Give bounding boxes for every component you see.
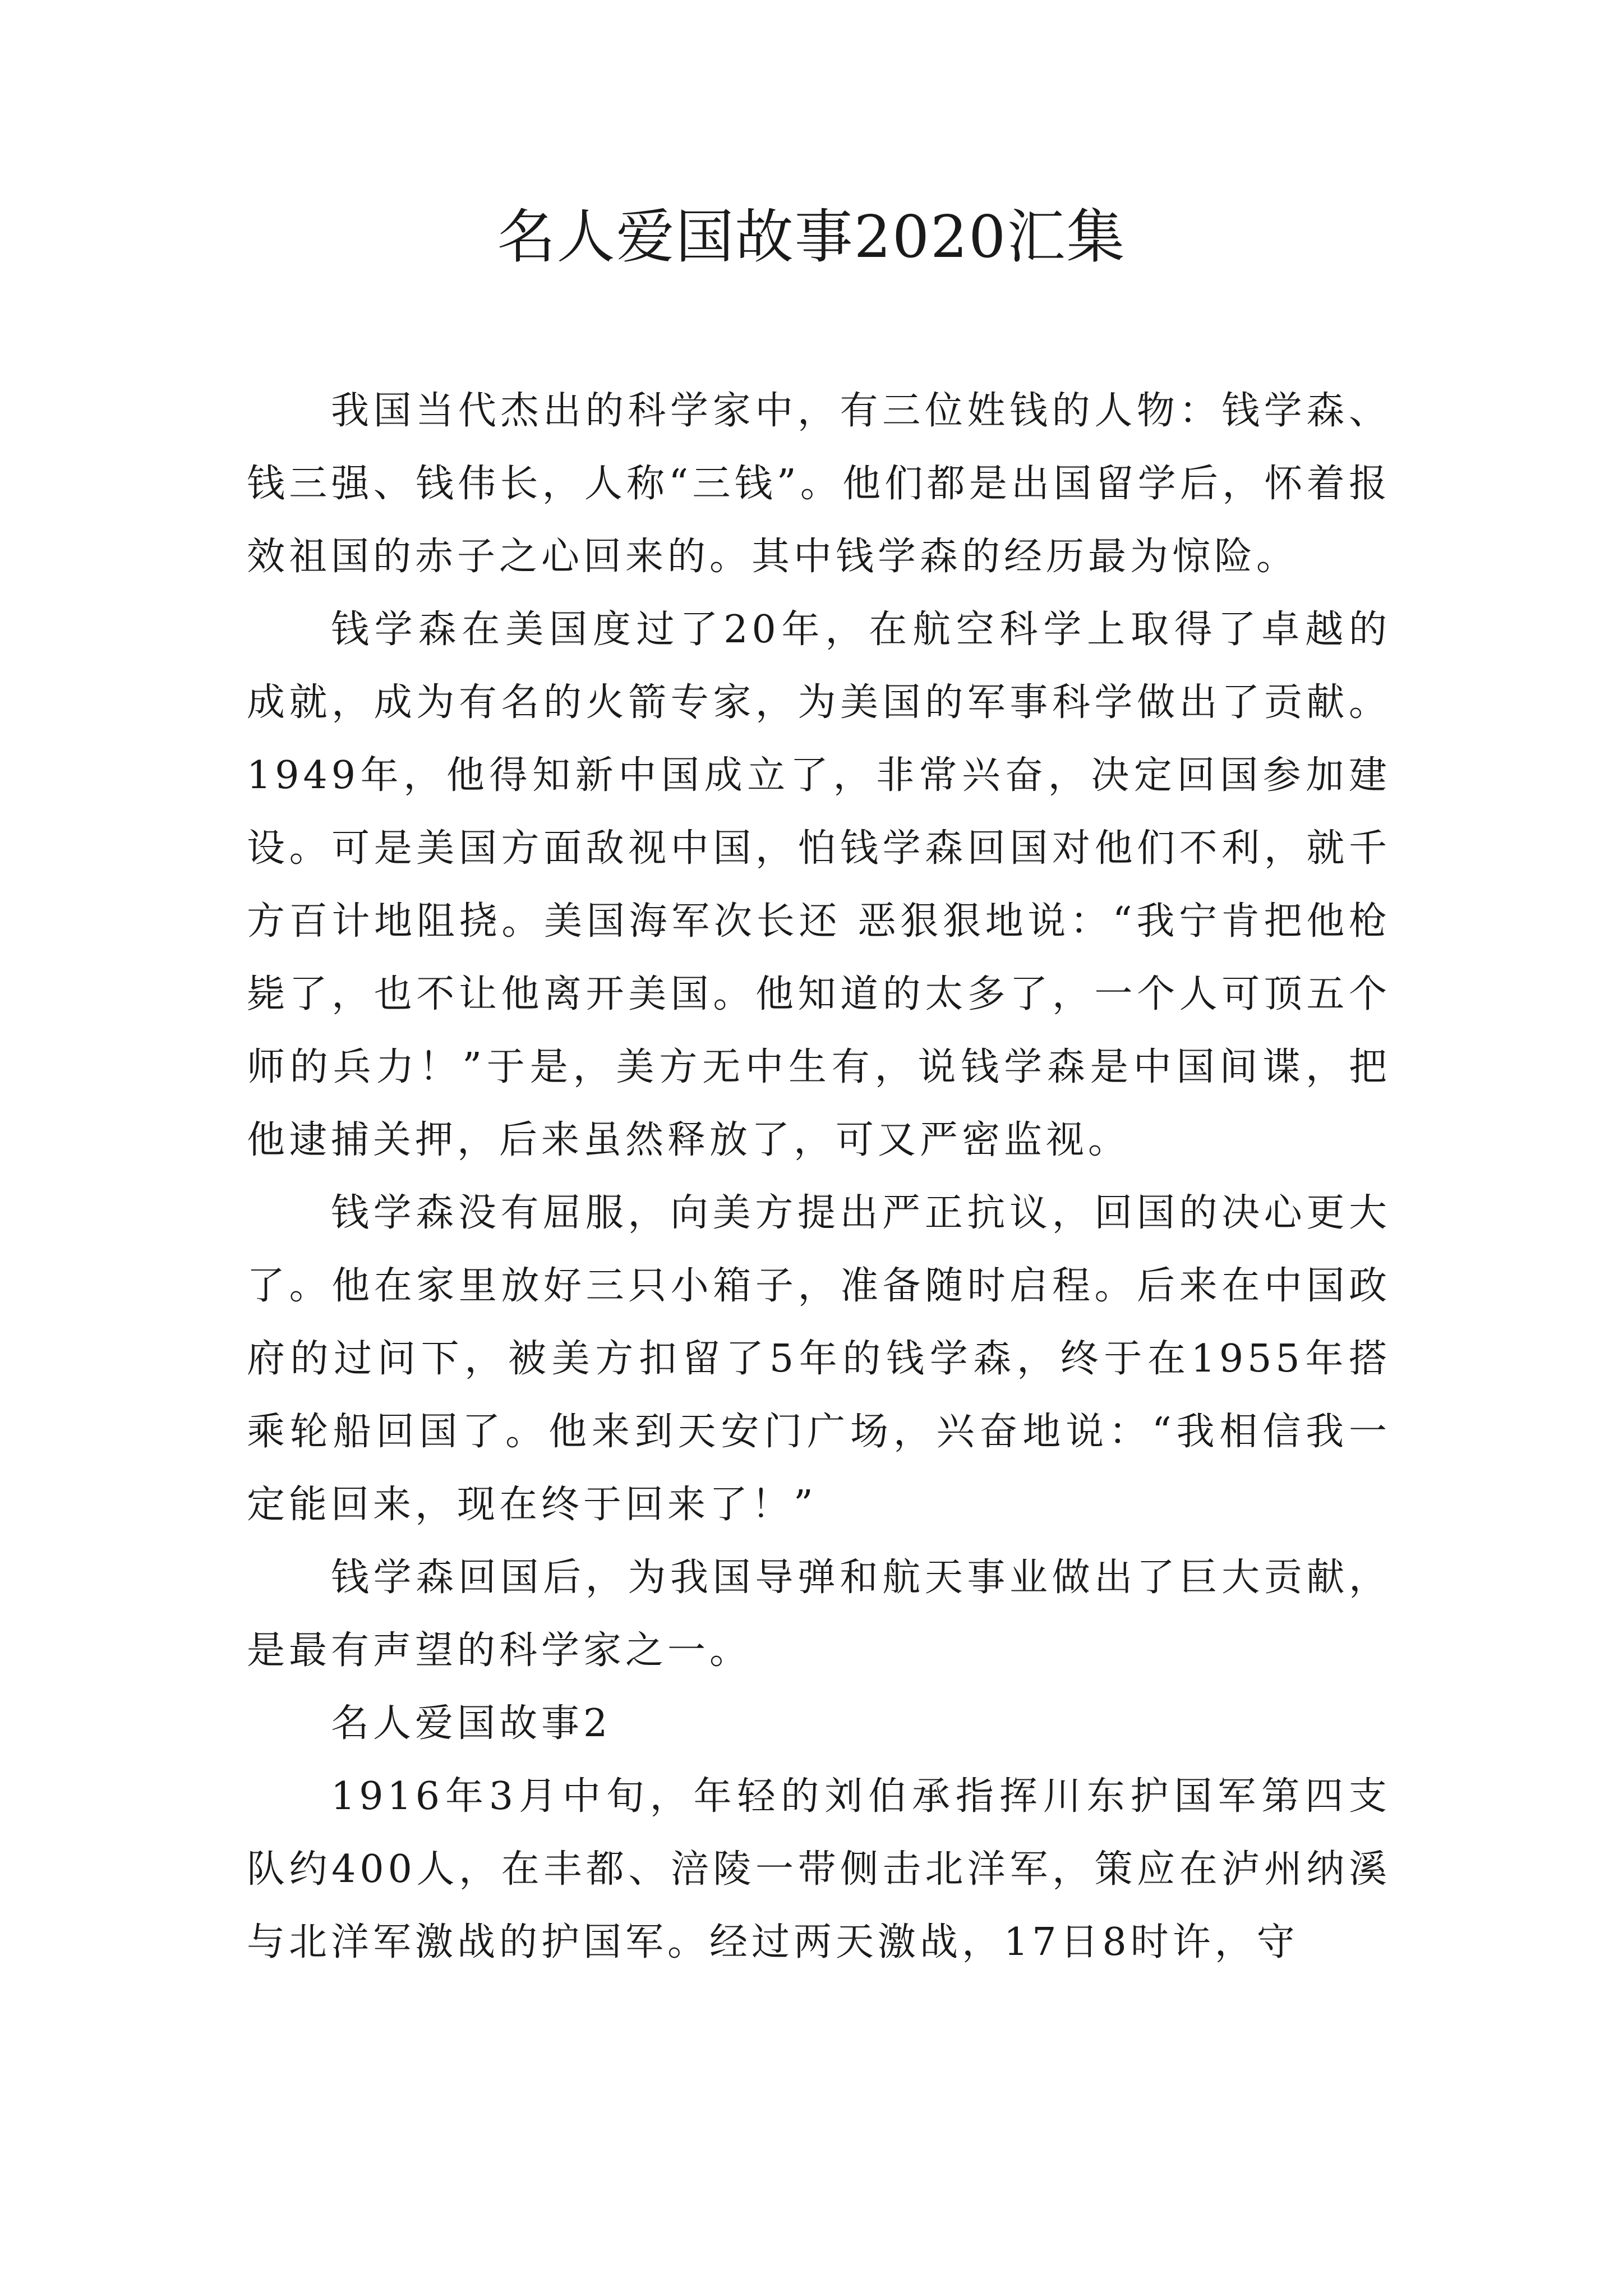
paragraph-qian-usa: 钱学森在美国度过了20年，在航空科学上取得了卓越的成就，成为有名的火箭专家，为美国的军事科学做出了贡献。1949年，他得知新中国成立了，非常兴奋，决定回国参加建设。可是美国方面敌视中国，怕钱学森回国对他们不利，就千方百计地阻挠。美国海军次长还 恶狠狠地说：“我宁肯把他枪毙了，也不让他离开美国。他知道的太多了，一个人可顶五个师的兵力！”于是，美方无中生有，说钱学森是中国间谍，把他逮捕关押，后来虽然释放了，可又严密监视。 <box>247 608 1391 1162</box>
document-title: 名人爱国故事2020汇集 <box>497 203 1126 271</box>
paragraph-liu-bocheng: 1916年3月中旬，年轻的刘伯承指挥川东护国军第四支队约400人，在丰都、涪陵一带侧击北洋军，策应在泸州纳溪与北洋军激战的护国军。经过两天激战，17日8时许，守 <box>247 1774 1391 1964</box>
paragraph-qian-return: 钱学森没有屈服，向美方提出严正抗议，回国的决心更大了。他在家里放好三只小箱子，准备随时启程。后来在中国政府的过问下，被美方扣留了5年的钱学森，终于在1955年搭乘轮船回国了。他来到天安门广场，兴奋地说：“我相信我一定能回来，现在终于回来了！” <box>247 1191 1391 1527</box>
document-body <box>247 375 1391 1979</box>
paragraph-qian-intro: 我国当代杰出的科学家中，有三位姓钱的人物：钱学森、钱三强、钱伟长，人称“三钱”。他们都是出国留学后，怀着报效祖国的赤子之心回来的。其中钱学森的经历最为惊险。 <box>247 389 1391 579</box>
paragraph-qian-contribution: 钱学森回国后，为我国导弹和航天事业做出了巨大贡献，是最有声望的科学家之一。 <box>247 1556 1391 1673</box>
section-heading-story-2: 名人爱国故事2 <box>331 1701 612 1746</box>
